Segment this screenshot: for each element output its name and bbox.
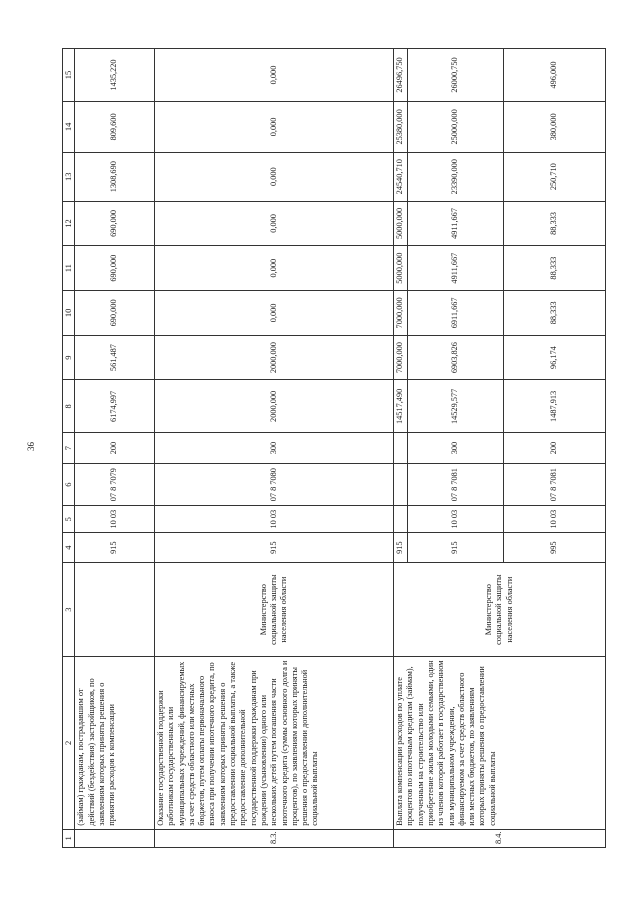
- header-cell: 8: [63, 380, 75, 433]
- header-cell: 14: [63, 101, 75, 152]
- header-cell: 2: [63, 656, 75, 829]
- executor-cell: Министерство социальной защиты населения области: [154, 563, 393, 657]
- cell-col11: 0,000: [154, 246, 393, 291]
- cell-col8: 2000,000: [154, 380, 393, 433]
- cell-col5: 10 03: [503, 506, 605, 532]
- header-cell: 9: [63, 335, 75, 380]
- cell-col7: 300: [407, 433, 503, 463]
- cell-col4: 995: [503, 532, 605, 562]
- cell-col9: 6903,826: [407, 335, 503, 380]
- header-cell: 3: [63, 563, 75, 657]
- row-number-cell: 8.4.: [394, 829, 606, 847]
- cell-col10: 7000,000: [394, 291, 408, 336]
- cell-col5: 10 03: [154, 506, 393, 532]
- cell-col9: 96,174: [503, 335, 605, 380]
- header-cell: 10: [63, 291, 75, 336]
- cell-col14: 25000,000: [407, 101, 503, 152]
- cell-col4: 915: [75, 532, 155, 562]
- cell-col8: 14529,577: [407, 380, 503, 433]
- cell-col13: 0,000: [154, 152, 393, 201]
- cell-col7: 200: [75, 433, 155, 463]
- row-number-cell: 8.3.: [154, 829, 393, 847]
- budget-table: [62, 48, 606, 848]
- cell-col7: 200: [503, 433, 605, 463]
- cell-col4: 915: [154, 532, 393, 562]
- cell-col9: 2000,000: [154, 335, 393, 380]
- description-cell: (займам) гражданам, пострадавшим от действий (бездействия) застройщиков, по заявлениям которых приняты решения о принятии расходов к компенсации: [75, 656, 155, 829]
- header-cell: 1: [63, 829, 75, 847]
- header-cell: 12: [63, 201, 75, 246]
- header-cell: 6: [63, 463, 75, 506]
- header-cell: 4: [63, 532, 75, 562]
- cell-col11: 4911,667: [407, 246, 503, 291]
- cell-col12: 5000,000: [394, 201, 408, 246]
- row-number-cell: [75, 829, 155, 847]
- cell-col13: 250,710: [503, 152, 605, 201]
- cell-col10: 690,000: [75, 291, 155, 336]
- budget-table-rotated: [62, 48, 606, 848]
- cell-col6: 07 8 7079: [75, 463, 155, 506]
- cell-col9: 7000,000: [394, 335, 408, 380]
- table-row: [154, 49, 393, 848]
- cell-col6: 07 8 7080: [154, 463, 393, 506]
- cell-col12: 4911,667: [407, 201, 503, 246]
- cell-col8: 1487,913: [503, 380, 605, 433]
- cell-col13: 23390,000: [407, 152, 503, 201]
- cell-col8: 6174,997: [75, 380, 155, 433]
- header-cell: 13: [63, 152, 75, 201]
- page-number: 36: [26, 442, 36, 451]
- cell-col14: 25380,000: [394, 101, 408, 152]
- cell-col5: [394, 506, 408, 532]
- cell-col5: 10 03: [407, 506, 503, 532]
- cell-col11: 690,000: [75, 246, 155, 291]
- table-row: [394, 49, 408, 848]
- cell-col11: 5000,000: [394, 246, 408, 291]
- cell-col13: 1308,690: [75, 152, 155, 201]
- cell-col6: [394, 463, 408, 506]
- cell-col12: 0,000: [154, 201, 393, 246]
- cell-col11: 88,333: [503, 246, 605, 291]
- cell-col10: 6911,667: [407, 291, 503, 336]
- cell-col15: 1435,220: [75, 49, 155, 102]
- header-cell: 11: [63, 246, 75, 291]
- cell-col15: 26496,750: [394, 49, 408, 102]
- cell-col9: 561,487: [75, 335, 155, 380]
- description-cell: Выплата компенсации расходов по уплате процентов по ипотечным кредитам (займам), полученным на строительство или приобретение жилья молодыми семьями, один из членов которой работает в государственном или муниципальном учреждении, финансируемом за счет средств областного или местных бюджетов, по заявлениям которых приняты решения о предоставлении социальной выплаты: [394, 656, 606, 829]
- cell-col14: 809,600: [75, 101, 155, 152]
- table-row: [75, 49, 155, 848]
- header-cell: 7: [63, 433, 75, 463]
- cell-col7: [394, 433, 408, 463]
- cell-col6: 07 8 7081: [407, 463, 503, 506]
- cell-col14: 380,000: [503, 101, 605, 152]
- cell-col7: 300: [154, 433, 393, 463]
- cell-col15: 496,000: [503, 49, 605, 102]
- header-row: [63, 49, 75, 848]
- cell-col12: 690,000: [75, 201, 155, 246]
- cell-col10: 0,000: [154, 291, 393, 336]
- cell-col15: 0,000: [154, 49, 393, 102]
- cell-col5: 10 03: [75, 506, 155, 532]
- cell-col12: 88,333: [503, 201, 605, 246]
- description-cell: Оказание государственной поддержки работникам государственных или муниципальных учреждений, финансируемых за счет средств областного или местных бюджетов, путем оплаты первоначального взноса при получении ипотечного кредита, по заявлениям которых приняты решения о предоставлении социальной выплаты, а также предоставление дополнительной государственной поддержки гражданам при рождении (усыновлении) одного или нескольких детей путем погашения части ипотечного кредита (суммы основного долга и процентов), по заявлениям которых приняты решения о предоставлении дополнительной социальной выплаты: [154, 656, 393, 829]
- cell-col4: 915: [394, 532, 408, 562]
- cell-col8: 14517,490: [394, 380, 408, 433]
- header-cell: 5: [63, 506, 75, 532]
- cell-col4: 915: [407, 532, 503, 562]
- cell-col15: 26000,750: [407, 49, 503, 102]
- header-cell: 15: [63, 49, 75, 102]
- executor-cell: Министерство социальной защиты населения области: [394, 563, 606, 657]
- cell-col13: 24540,710: [394, 152, 408, 201]
- cell-col10: 88,333: [503, 291, 605, 336]
- cell-col14: 0,000: [154, 101, 393, 152]
- cell-col6: 07 8 7081: [503, 463, 605, 506]
- executor-cell: [75, 563, 155, 657]
